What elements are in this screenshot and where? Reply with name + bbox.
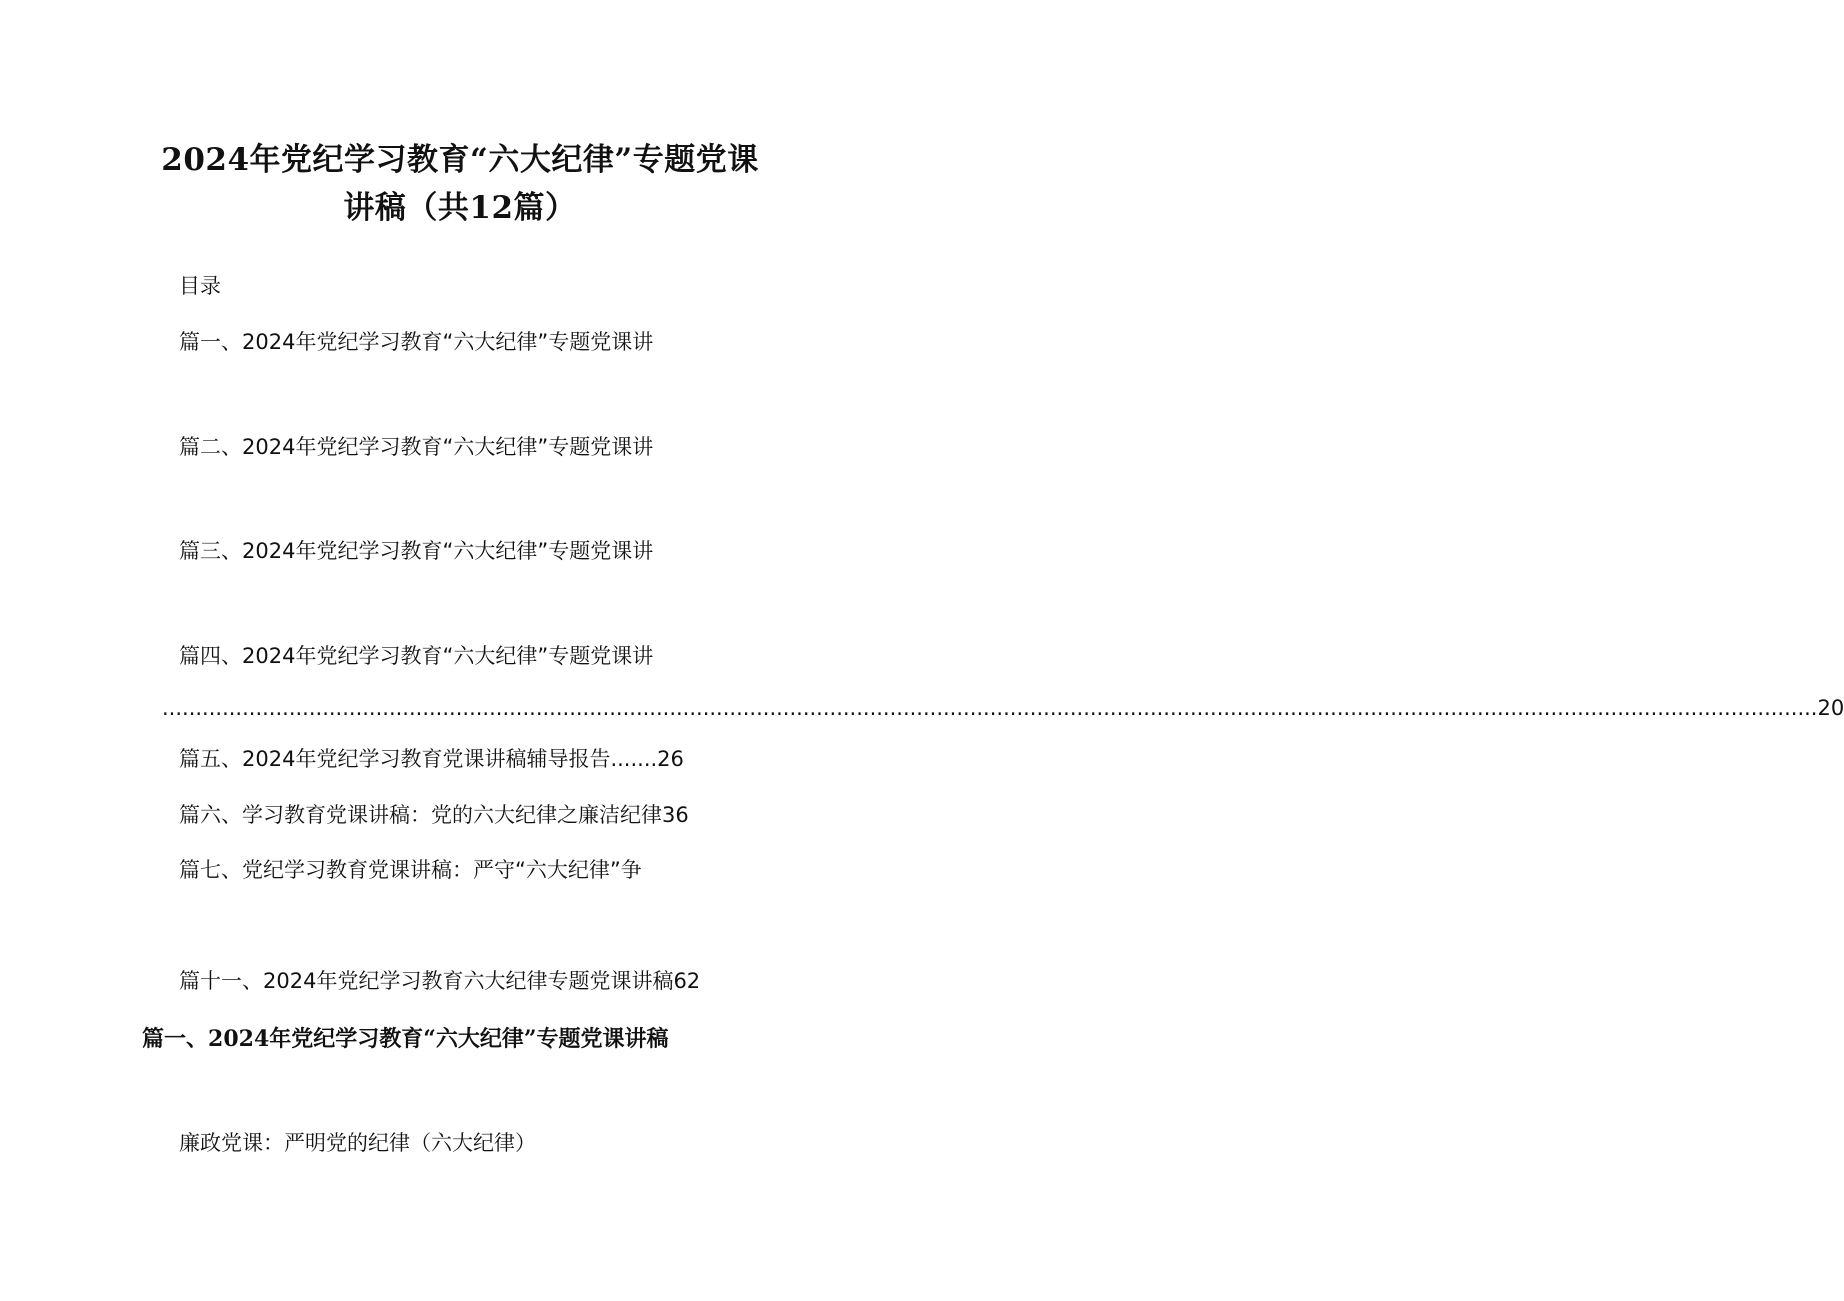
toc-entry-6[interactable]: 篇六、学习教育党课讲稿：党的六大纪律之廉洁纪律36 xyxy=(179,803,689,827)
toc-entry-4-leader[interactable] xyxy=(162,693,1844,723)
toc-entry-5[interactable]: 篇五、2024年党纪学习教育党课讲稿辅导报告.......26 xyxy=(179,747,684,771)
toc-entry-11[interactable]: 篇十一、2024年党纪学习教育六大纪律专题党课讲稿62 xyxy=(179,969,701,993)
section-subtitle: 廉政党课：严明党的纪律（六大纪律） xyxy=(179,1131,536,1155)
toc-entry-4[interactable]: 篇四、2024年党纪学习教育“六大纪律”专题党课讲 xyxy=(179,644,654,668)
section-heading-year: 2024 xyxy=(208,1026,270,1052)
section-heading xyxy=(142,1023,669,1055)
document-title-line-2: 讲稿（共12篇） xyxy=(343,190,577,226)
toc-entry-3[interactable]: 篇三、2024年党纪学习教育“六大纪律”专题党课讲 xyxy=(179,539,654,563)
toc-entry-4-page-number: 20 xyxy=(1817,696,1844,720)
toc-heading: 目录 xyxy=(179,274,221,298)
toc-entry-1[interactable]: 篇一、2024年党纪学习教育“六大纪律”专题党课讲 xyxy=(179,330,654,354)
toc-entry-7[interactable]: 篇七、党纪学习教育党课讲稿：严守“六大纪律”争 xyxy=(179,858,642,882)
toc-leader-dots: ........................................................................................................................................................................................................................................................ xyxy=(162,696,1818,720)
section-heading-prefix: 篇一、 xyxy=(142,1026,209,1052)
document-title-line-1: 2024年党纪学习教育“六大纪律”专题党课 xyxy=(161,142,759,178)
toc-entry-2[interactable]: 篇二、2024年党纪学习教育“六大纪律”专题党课讲 xyxy=(179,435,654,459)
section-heading-rest: 年党纪学习教育“六大纪律”专题党课讲稿 xyxy=(269,1026,669,1052)
